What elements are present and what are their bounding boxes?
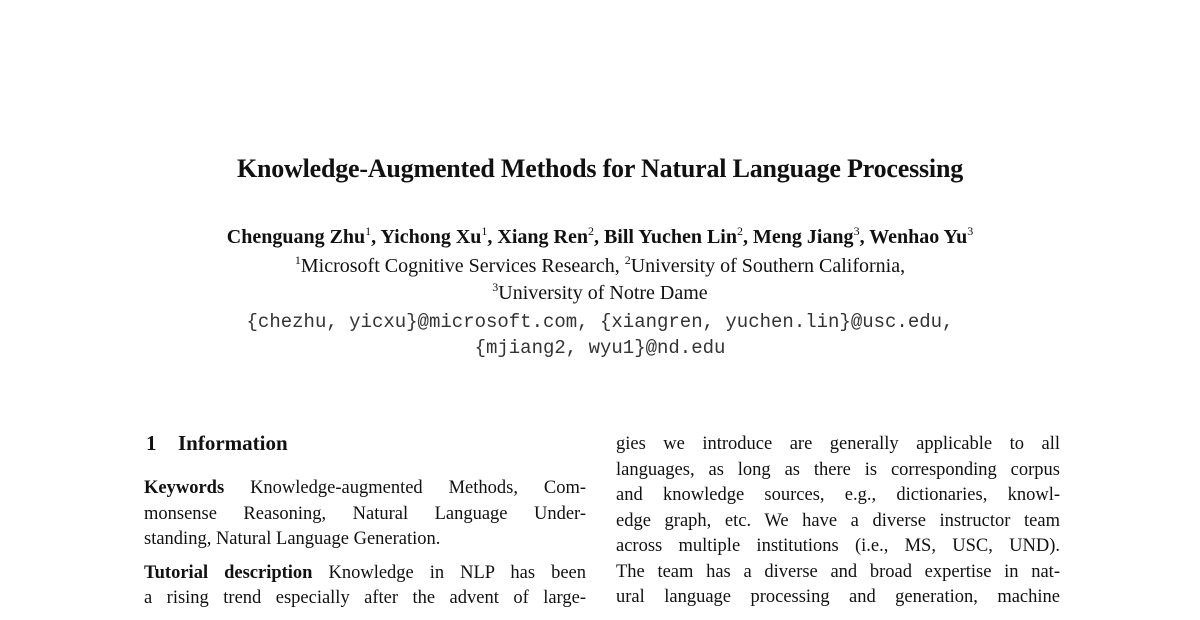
section-heading [146,431,288,456]
text-line: across multiple institutions (i.e., MS, USC, UND). [616,536,1060,556]
affiliation-line [0,255,1200,278]
affiliation-mark: 2 [624,253,631,267]
author-name: Wenhao Yu [869,226,968,248]
text-line: ural language processing and generation, machine [616,587,1060,607]
email-line: {chezhu, yicxu}@microsoft.com, {xiangren, yuchen.lin}@usc.edu, [246,311,954,333]
text-line: gies we introduce are generally applicable to all [616,434,1060,454]
author-name: Yichong Xu [380,226,482,248]
text-line [144,561,586,587]
keywords-label: Keywords [144,478,225,498]
section-number: 1 [146,431,157,455]
tutorial-paragraph [144,561,586,612]
author-affiliation-mark: 1 [365,224,372,238]
text-line: monsense Reasoning, Natural Language Under- [144,503,586,524]
text-line: edge graph, etc. We have a diverse instructor team [616,510,1060,531]
author-affiliation-mark: 2 [587,224,594,238]
email-line: {mjiang2, wyu1}@nd.edu [474,337,726,359]
text-fragment: Knowledge in NLP has been [312,562,586,583]
text-line: standing, Natural Language Generation. [144,529,441,549]
affiliation-mark: 1 [294,253,301,267]
affiliation-name: University of Notre Dame [498,282,708,304]
text-line [144,476,586,502]
affiliation-name: Microsoft Cognitive Services Research, [300,255,625,277]
author-list: Chenguang Zhu$^1$, Yichong Xu$^1$, Xiang Ren$^2$, Bill Yuchen Lin$^2$, Meng Jiang$^3$, Wenhao Yu$^3$ [226,224,974,248]
affiliation-name: University of Southern California, [630,255,906,277]
section-title: Information [178,431,288,455]
author-affiliation-mark: 3 [967,224,974,238]
text-line: The team has a diverse and broad expertise in nat- [616,561,1060,582]
text-line: languages, as long as there is corresponding corpus [616,459,1060,480]
author-name: Chenguang Zhu [226,226,366,248]
tutorial-label: Tutorial description [144,562,313,583]
text-fragment: Knowledge-augmented Methods, Com- [224,478,586,498]
author-affiliation-mark: 3 [853,224,860,238]
author-affiliation-mark: 2 [737,224,743,238]
text-line: and knowledge sources, e.g., dictionaries, knowl- [616,485,1060,505]
author-name: Meng Jiang [753,226,854,248]
text-line: a rising trend especially after the advent of large- [144,588,586,608]
keywords-paragraph [144,476,586,553]
right-column [616,432,1060,611]
author-affiliation-mark: 1 [481,224,488,238]
affiliation-line [0,282,1200,305]
left-column [144,476,586,620]
author-name: Xiang Ren [497,226,588,248]
paper-title: Knowledge-Augmented Methods for Natural Language Processing [236,154,964,183]
author-name: Bill Yuchen Lin [603,226,737,248]
affiliation-mark: 3 [492,280,499,294]
